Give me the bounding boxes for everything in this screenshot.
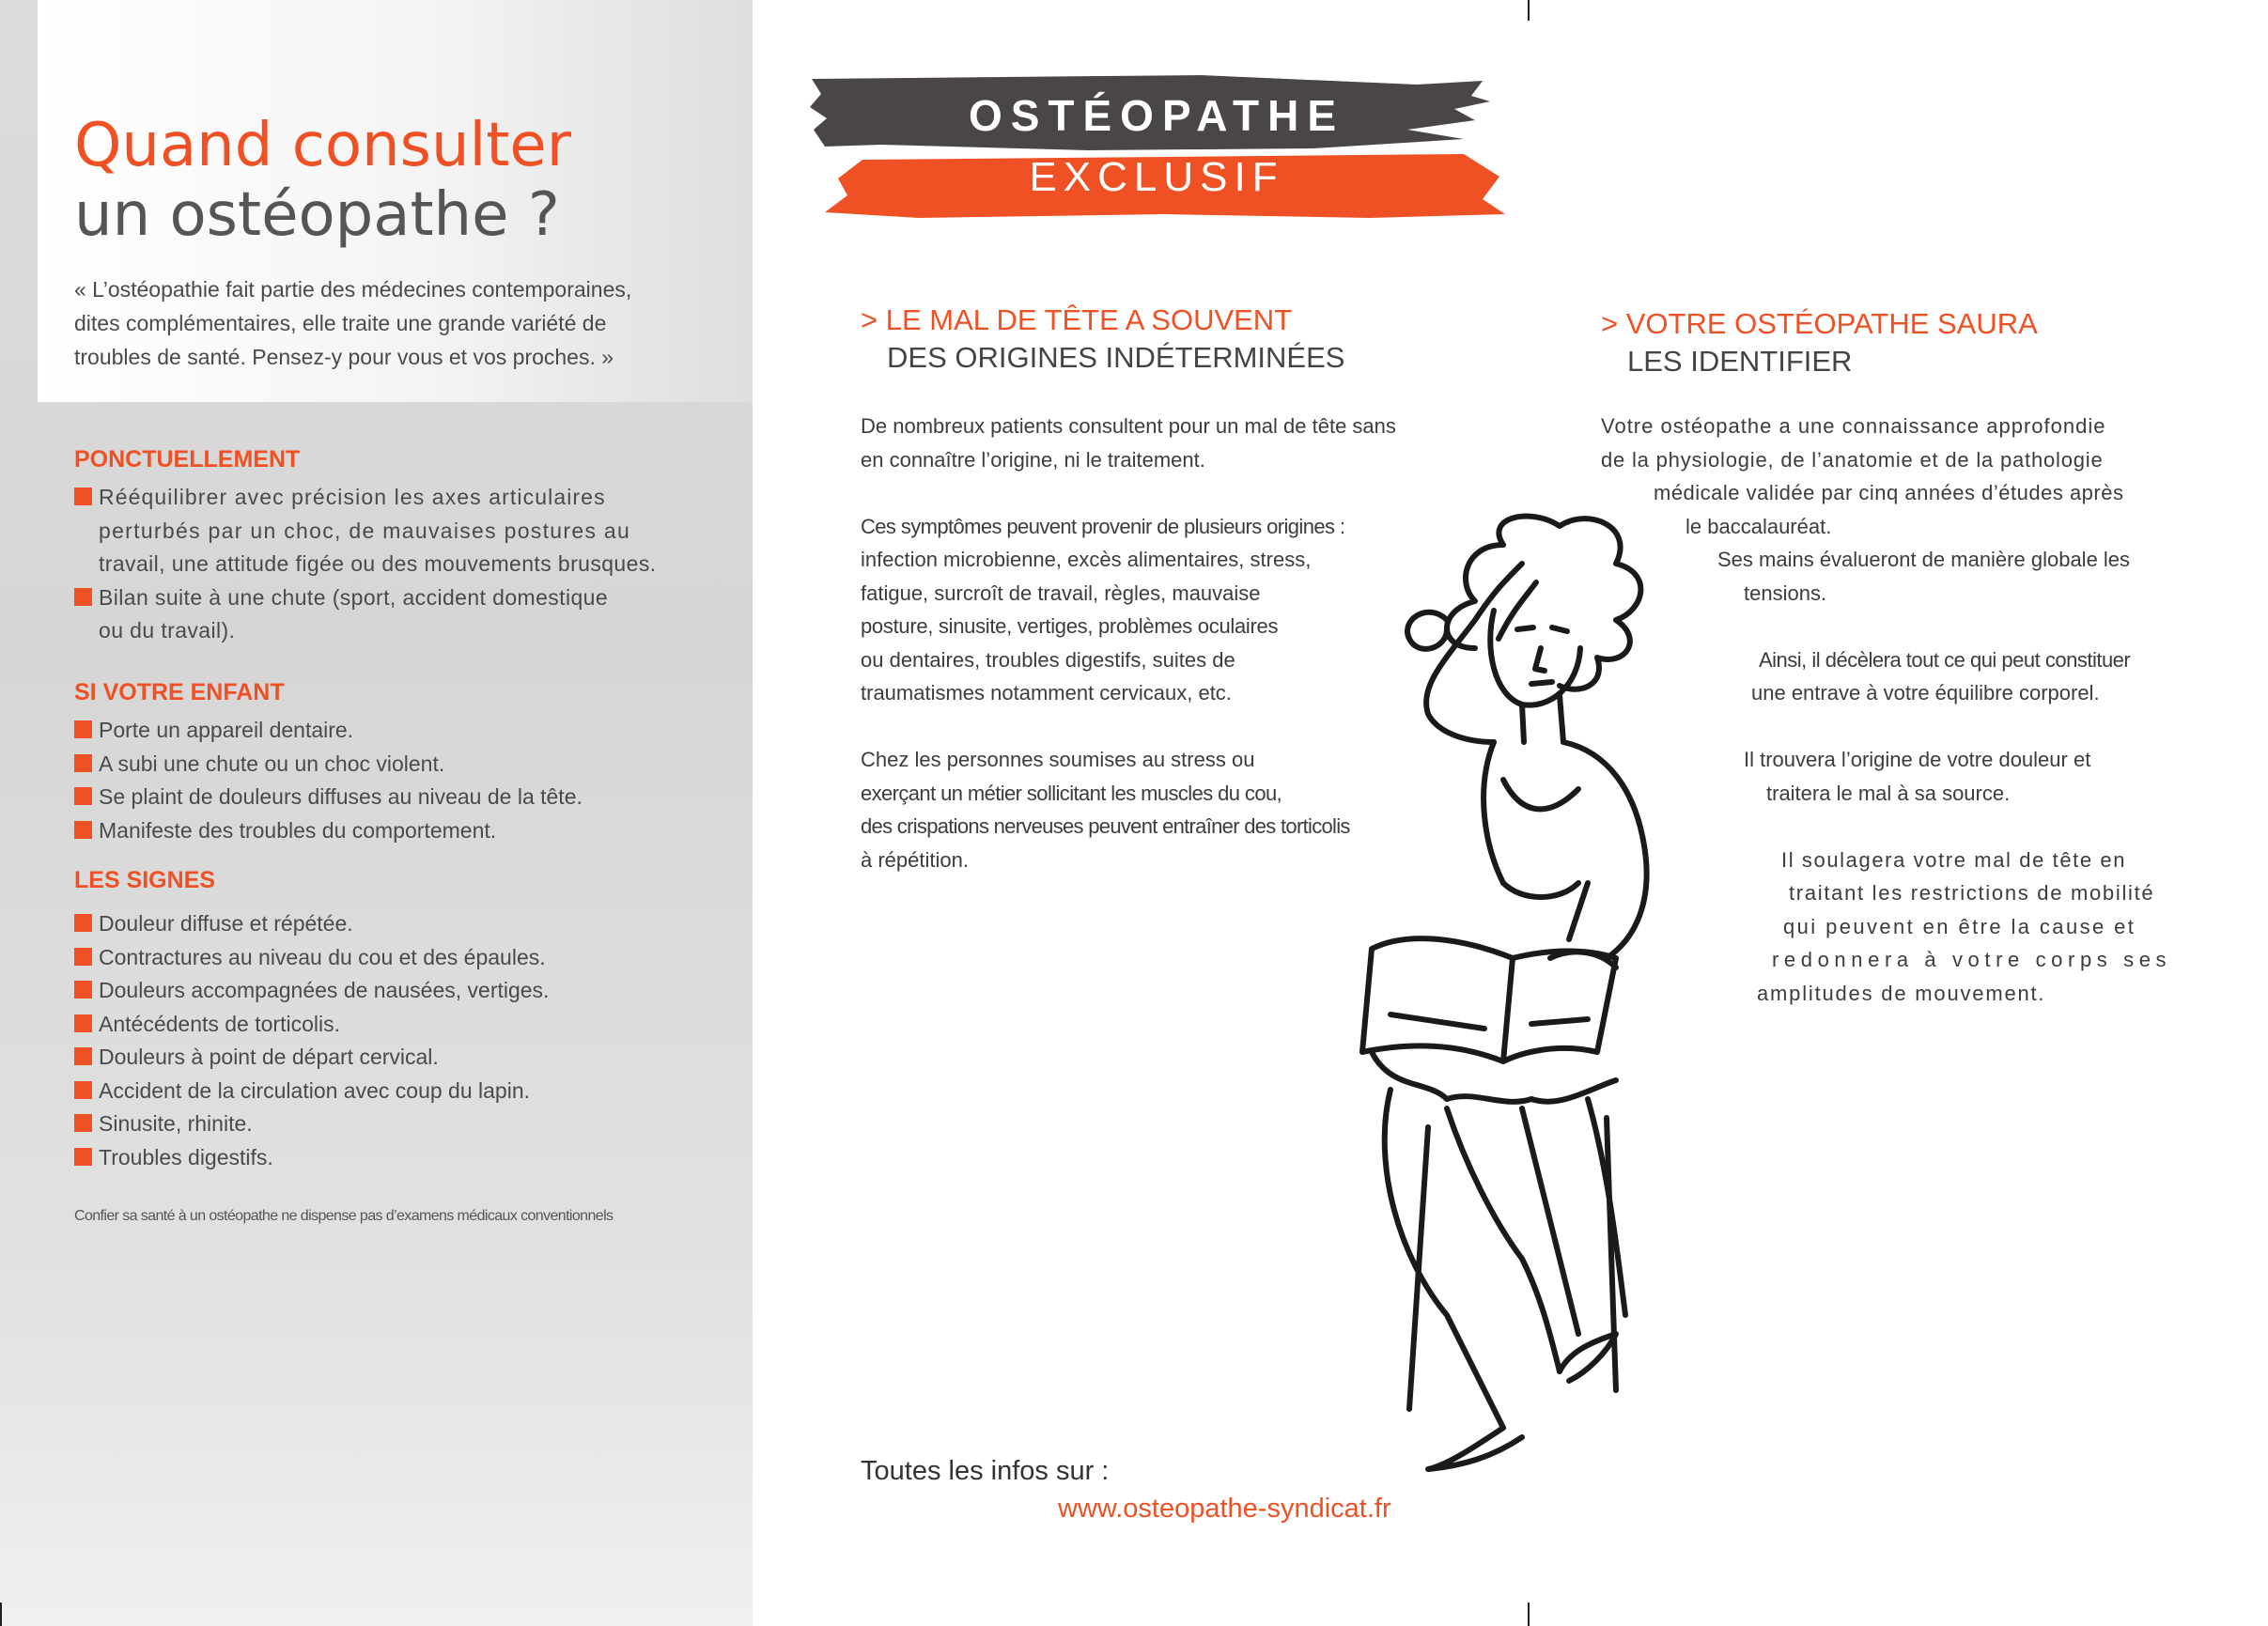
text-line: des crispations nerveuses peuvent entraîner des torticolis [861,814,1350,838]
title-line-2: un ostéopathe ? [74,180,560,250]
list-item [74,1107,676,1141]
text-line: fatigue, surcroît de travail, règles, mauvaise [861,581,1261,605]
section-heading: SI VOTRE ENFANT [74,679,285,705]
text-line: le baccalauréat. [1685,514,1832,538]
item-text: Douleurs accompagnées de nausées, vertiges. [99,978,550,1002]
quote-line: « L’ostéopathie fait partie des médecines contemporaines, [74,277,632,302]
text-line: De nombreux patients consultent pour un mal de tête sans [861,414,1396,438]
text-line: une entrave à votre équilibre corporel. [1751,681,2100,705]
page-title [74,111,571,250]
text-line: qui peuvent en être la cause et [1783,914,2136,938]
list-item [74,974,676,1008]
middle-heading [861,302,1344,377]
item-line: Rééquilibrer avec précision les axes articulaires [99,485,606,509]
section-heading: PONCTUELLEMENT [74,446,301,472]
item-line: Bilan suite à une chute (sport, accident domestique [99,584,609,610]
heading-line-accent: > LE MAL DE TÊTE A SOUVENT [861,303,1293,336]
right-body [1601,410,2172,1010]
bullet-square-icon [74,1114,92,1132]
text-line: en connaître l’origine, ni le traitement. [861,447,1205,472]
list-item [74,1008,676,1042]
list-item [74,941,676,975]
list-item [74,1141,676,1175]
item-text: Porte un appareil dentaire. [99,718,354,742]
bullet-square-icon [74,1081,92,1099]
text-line: infection microbienne, excès alimentaires, stress, [861,548,1312,571]
footer-label: Toutes les infos sur : [861,1456,1110,1486]
list-item [74,1041,676,1075]
text-line: à répétition. [861,847,969,872]
text-line: Ses mains évalueront de manière globale les [1717,548,2131,571]
text-line: traitant les restrictions de mobilité [1789,881,2155,905]
section-les-signes [74,864,676,1174]
text-line: Ainsi, il décèlera tout ce qui peut constituer [1759,647,2131,672]
item-text: Accident de la circulation avec coup du lapin. [99,1077,531,1103]
heading-line-dark: LES IDENTIFIER [1627,345,1853,378]
section-ponctuellement [74,443,676,648]
bullet-square-icon [74,821,92,839]
disclaimer: Confier sa santé à un ostéopathe ne dispense pas d’examens médicaux conventionnels [74,1208,614,1224]
intro-quote [74,272,676,374]
text-line: Chez les personnes soumises au stress ou [861,748,1255,771]
quote-line: dites complémentaires, elle traite une grande variété de [74,311,607,335]
website-link[interactable]: www.osteopathe-syndicat.fr [1058,1494,1391,1524]
bullet-square-icon [74,914,92,932]
text-line: posture, sinusite, vertiges, problèmes oculaires [861,614,1279,638]
list-item [74,481,676,581]
text-line: traitera le mal à sa source. [1766,781,2011,805]
item-text: Se plaint de douleurs diffuses au niveau de la tête. [99,784,583,809]
list-item [74,814,676,848]
text-line: ou dentaires, troubles digestifs, suites de [861,647,1235,672]
item-text: Antécédents de torticolis. [99,1011,340,1036]
bullet-square-icon [74,1014,92,1032]
list-item [74,714,676,748]
text-line: redonnera à votre corps ses [1772,948,2172,971]
list-item [74,1075,676,1108]
text-line: de la physiologie, de l’anatomie et de la pathologie [1601,447,2104,472]
section-si-votre-enfant [74,676,676,847]
banner-bottom-text: EXCLUSIF [1029,154,1284,200]
item-text: Contractures au niveau du cou et des épaules. [99,944,546,969]
bullet-square-icon [74,981,92,999]
list-item [74,581,676,648]
right-heading [1601,305,2038,380]
item-text: A subi une chute ou un choc violent. [99,751,445,776]
bullet-square-icon [74,948,92,966]
text-line: tensions. [1744,581,1827,605]
list-item [74,907,676,941]
item-line: perturbés par un choc, de mauvaises postures au [99,518,631,543]
bullet-square-icon [74,787,92,805]
crop-mark [1528,1603,1530,1626]
list-item [74,748,676,782]
bullet-square-icon [74,720,92,738]
text-line: Il trouvera l’origine de votre douleur et [1744,748,2091,771]
text-line: traumatismes notamment cervicaux, etc. [861,681,1232,705]
heading-line-dark: DES ORIGINES INDÉTERMINÉES [887,341,1345,374]
text-line: Ces symptômes peuvent provenir de plusieurs origines : [861,514,1345,538]
text-line: exerçant un métier sollicitant les muscles du cou, [861,781,1282,805]
quote-line: troubles de santé. Pensez-y pour vous et vos proches. » [74,345,614,369]
item-line: ou du travail). [99,618,236,643]
item-line: travail, une attitude figée ou des mouvements brusques. [99,551,657,576]
bullet-square-icon [74,588,92,606]
crop-mark [1528,0,1530,21]
item-text: Sinusite, rhinite. [99,1111,253,1136]
crop-mark [0,1603,2,1626]
heading-line-accent: > VOTRE OSTÉOPATHE SAURA [1601,307,2038,340]
text-line: médicale validée par cinq années d’études après [1654,481,2124,504]
text-line: Votre ostéopathe a une connaissance approfondie [1601,414,2106,438]
bullet-square-icon [74,754,92,772]
item-text: Manifeste des troubles du comportement. [99,817,497,843]
bullet-square-icon [74,488,92,505]
bullet-square-icon [74,1047,92,1065]
title-line-1: Quand consulter [74,111,572,180]
text-line: Il soulagera votre mal de tête en [1781,847,2127,872]
brand-banner [806,73,1507,224]
paragraph [861,410,1424,476]
banner-top-text: OSTÉOPATHE [968,91,1345,140]
item-text: Douleurs à point de départ cervical. [99,1045,439,1069]
section-heading: LES SIGNES [74,867,216,893]
item-text: Troubles digestifs. [99,1144,273,1169]
item-text: Douleur diffuse et répétée. [99,911,353,936]
list-item [74,781,676,814]
text-line: amplitudes de mouvement. [1757,981,2046,1005]
bullet-square-icon [74,1148,92,1166]
